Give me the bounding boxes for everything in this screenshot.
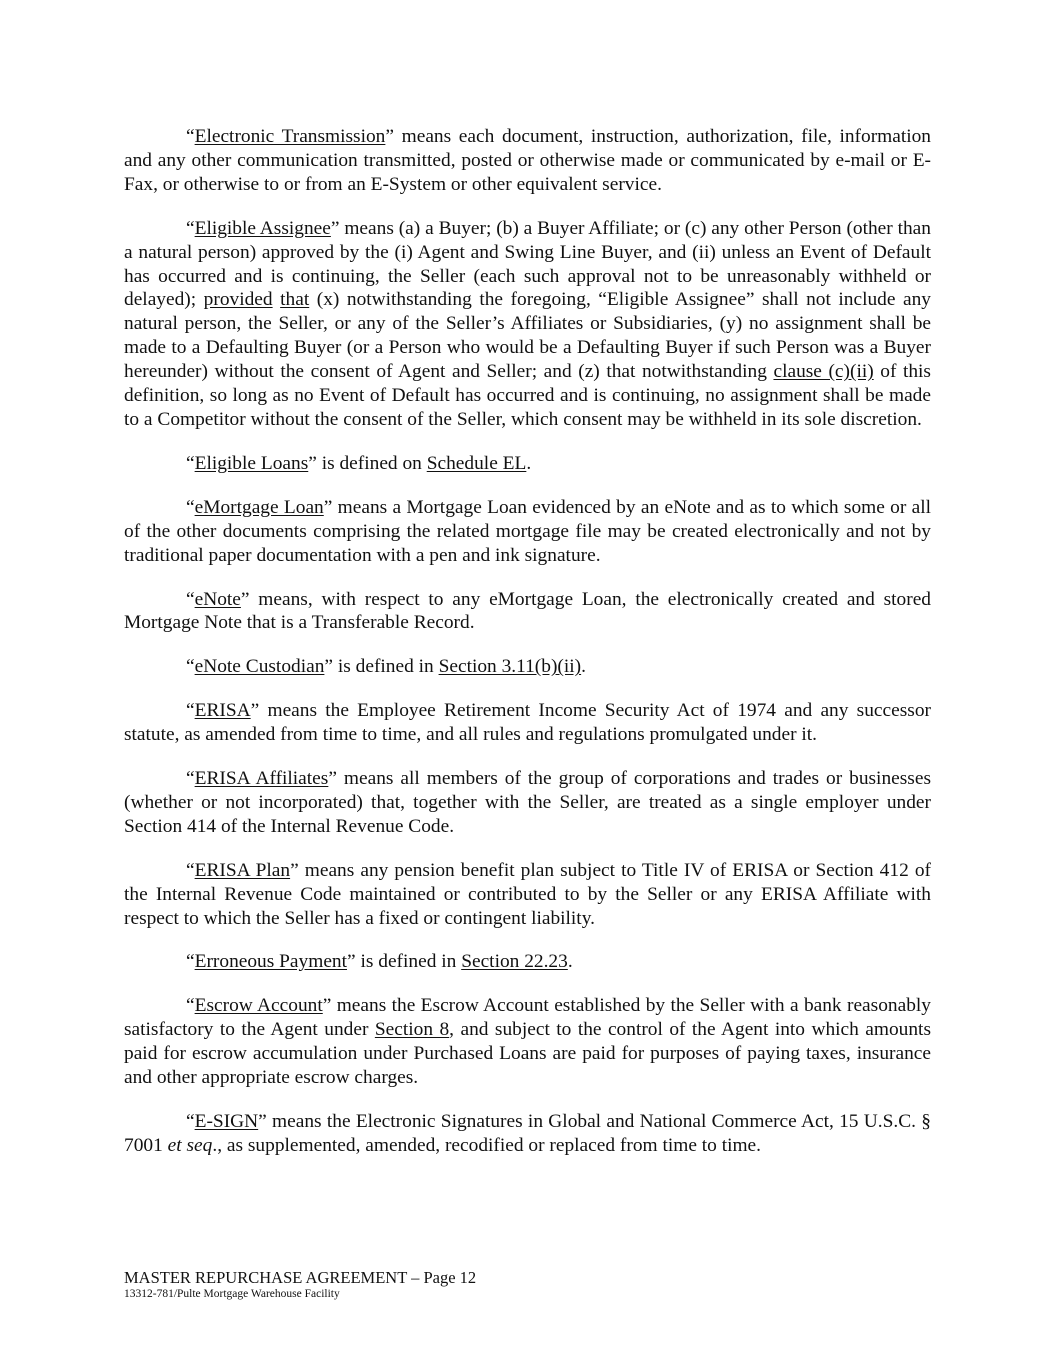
text-run: ., as supplemented, amended, recodified or replaced from time to time. bbox=[212, 1134, 762, 1156]
text-run: “ bbox=[186, 700, 195, 722]
text-run: of this definition, so long as no Event of Default has occurred and is continuing, no assignment shall be made to a Competitor without the consent of the Seller, which consent may be withheld in its sole discretion. bbox=[124, 361, 931, 430]
page-footer bbox=[124, 1268, 476, 1301]
text-run: “ bbox=[186, 995, 195, 1017]
text-run: ” means the Escrow Account established by the Seller with a bank reasonably satisfactory to the Agent under bbox=[124, 995, 931, 1041]
text-run: “ bbox=[186, 126, 195, 147]
text-run: ” means the Employee Retirement Income Security Act of 1974 and any successor statute, as amended from time to time, and all rules and regulations promulgated under it. bbox=[124, 700, 931, 746]
definition-paragraph bbox=[124, 859, 931, 931]
footer-title: MASTER REPURCHASE AGREEMENT – Page 12 bbox=[124, 1268, 477, 1287]
cross-reference: provided bbox=[203, 289, 273, 311]
text-run: (x) notwithstanding the foregoing, “Eligible Assignee” shall not include any natural person, the Seller, or any of the Seller’s Affiliates or Subsidiaries, (y) no assignment shall be made to a Defaulting Buyer (or a Person who would be a Defaulting Buyer if such Person was a Buyer hereunder) without the consent of Agent and Seller; and (z) that notwithstanding bbox=[124, 289, 931, 383]
text-run: “ bbox=[186, 1111, 195, 1132]
defined-term: ERISA bbox=[194, 700, 251, 722]
text-run: “ bbox=[186, 217, 195, 239]
defined-term: eNote Custodian bbox=[194, 656, 325, 678]
text-run: “ bbox=[186, 951, 195, 973]
defined-term: Escrow Account bbox=[194, 995, 323, 1017]
text-run: . bbox=[567, 951, 573, 973]
text-run: , and subject to the control of the Agent into which amounts paid for escrow accumulation under Purchased Loans are paid for purposes of paying taxes, insurance and other appropriate escrow charges. bbox=[124, 1019, 931, 1089]
defined-term: eNote bbox=[194, 588, 241, 610]
text-run: ” is defined in bbox=[324, 656, 439, 678]
text-run: ” means (a) a Buyer; (b) a Buyer Affiliate; or (c) any other Person (other than a natural person) approved by the (i) Agent and Swing Line Buyer, and (ii) unless an Event of Default has occurred and is continuing, the Seller (each such approval not to be unreasonably withheld or delayed); bbox=[124, 217, 931, 311]
text-run bbox=[273, 289, 281, 310]
definition-paragraph bbox=[124, 950, 931, 974]
definition-paragraph bbox=[124, 496, 931, 568]
text-run: “ bbox=[186, 588, 195, 610]
cross-reference: Section 8 bbox=[374, 1019, 450, 1041]
defined-term: Erroneous Payment bbox=[194, 951, 348, 973]
definition-paragraph bbox=[124, 994, 931, 1090]
text-run: ” means all members of the group of corporations and trades or businesses (whether or not incorporated) that, together with the Seller, are treated as a single employer under Section 414 of the Internal Revenue Code. bbox=[124, 768, 931, 837]
definition-paragraph bbox=[124, 588, 931, 636]
text-run: ” means any pension benefit plan subject to Title IV of ERISA or Section 412 of the Internal Revenue Code maintained or contributed to by the Seller or any ERISA Affiliate with respect to which the Seller has a fixed or contingent liability. bbox=[124, 859, 931, 929]
defined-term: Electronic Transmission bbox=[194, 126, 386, 147]
defined-term: ERISA Plan bbox=[194, 859, 291, 881]
cross-reference: that bbox=[280, 289, 310, 311]
text-run: ” means each document, instruction, authorization, file, information and any other communication transmitted, posted or otherwise made or communicated by e-mail or E-Fax, or otherwise to or from an E-System or other equivalent service. bbox=[124, 126, 932, 195]
text-run: “ bbox=[186, 768, 195, 790]
cross-reference: Section 22.23 bbox=[461, 951, 568, 973]
cross-reference: Section 3.11(b)(ii) bbox=[438, 656, 582, 678]
text-run: “ bbox=[186, 859, 195, 881]
text-run: . bbox=[581, 656, 586, 678]
text-run: “ bbox=[186, 452, 195, 474]
definition-paragraph bbox=[124, 125, 931, 197]
text-run: “ bbox=[186, 656, 195, 678]
defined-term: eMortgage Loan bbox=[194, 496, 324, 518]
italic-text: et seq bbox=[167, 1134, 213, 1156]
definition-paragraph bbox=[124, 1110, 931, 1158]
defined-term: Eligible Assignee bbox=[194, 217, 331, 239]
text-run: ” is defined on bbox=[308, 452, 427, 474]
text-run: ” means, with respect to any eMortgage Loan, the electronically created and stored Mortgage Note that is a Transferable Record. bbox=[124, 588, 931, 634]
definition-paragraph bbox=[124, 699, 931, 747]
defined-term: E-SIGN bbox=[194, 1111, 259, 1132]
text-run: ” means a Mortgage Loan evidenced by an eNote and as to which some or all of the other documents comprising the related mortgage file may be created electronically and not by traditional paper documentation with a pen and ink signature. bbox=[124, 496, 931, 566]
cross-reference: clause (c)(ii) bbox=[773, 361, 874, 383]
definition-paragraph bbox=[124, 217, 931, 432]
text-run: ” is defined in bbox=[347, 951, 462, 973]
cross-reference: Schedule EL bbox=[426, 452, 527, 474]
defined-term: Eligible Loans bbox=[194, 452, 309, 474]
document-body bbox=[124, 125, 931, 1178]
definition-paragraph bbox=[124, 452, 931, 476]
footer-reference: 13312-781/Pulte Mortgage Warehouse Facility bbox=[124, 1288, 340, 1300]
text-run: “ bbox=[186, 496, 195, 518]
defined-term: ERISA Affiliates bbox=[194, 768, 329, 790]
definition-paragraph bbox=[124, 767, 931, 839]
text-run: ” means the Electronic Signatures in Global and National Commerce Act, 15 U.S.C. § 7001 bbox=[124, 1111, 931, 1156]
definition-paragraph bbox=[124, 655, 931, 679]
text-run: . bbox=[526, 452, 532, 474]
